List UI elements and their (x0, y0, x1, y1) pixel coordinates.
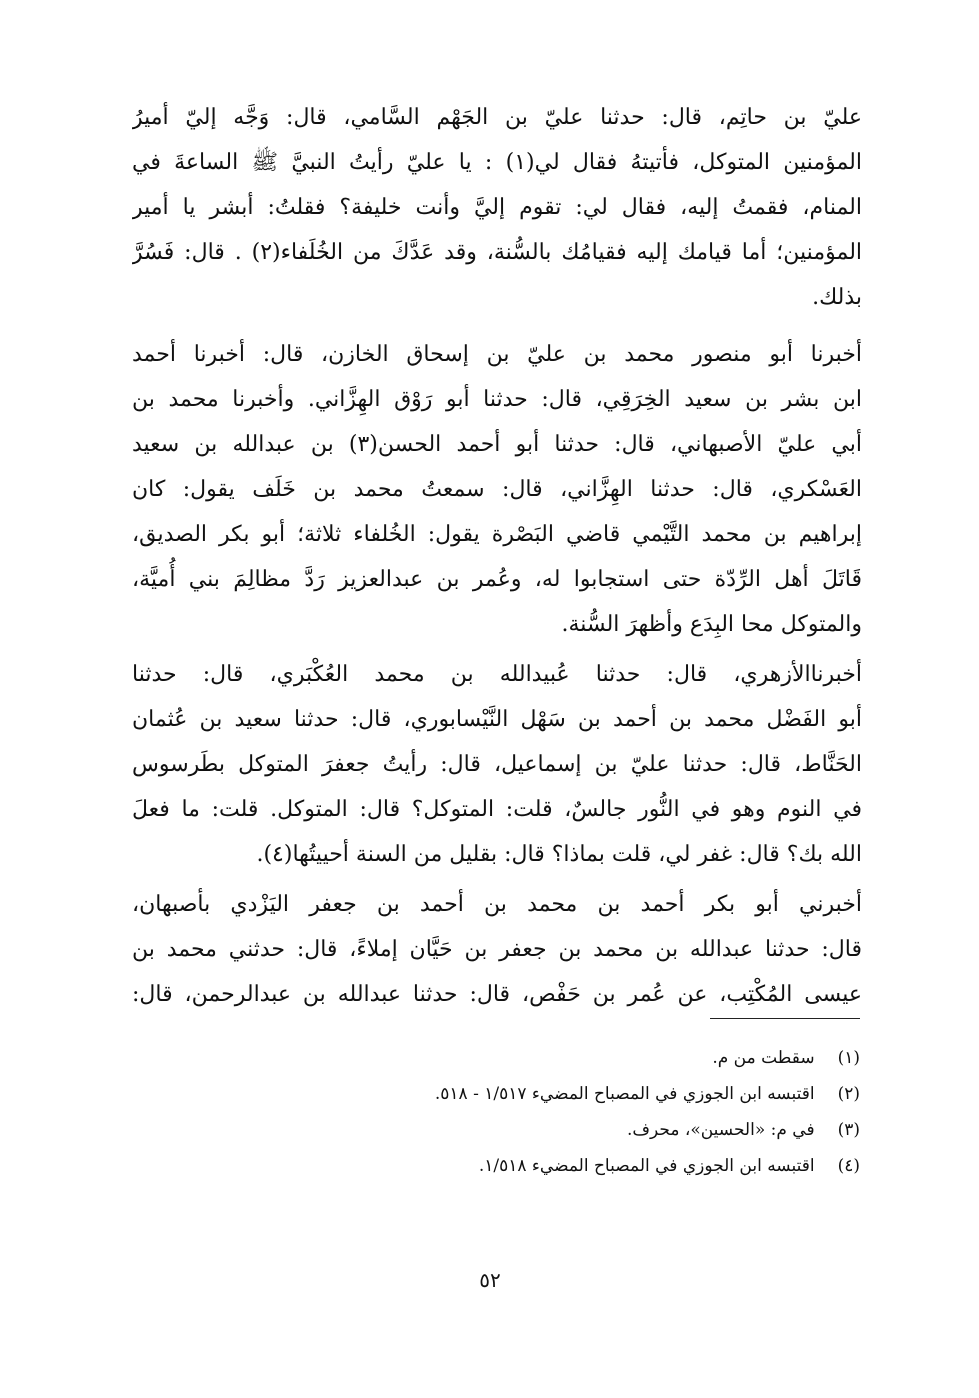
text-line: ابن بشر بن سعيد الخِرَقِي، قال: حدثنا أبو رَوْق الهِزَّاني. وأخبرنا محمد بن (132, 387, 862, 412)
paragraph-1 (132, 95, 862, 320)
text-line: العَسْكري، قال: حدثنا الهِزَّاني، قال: سمعتُ محمد بن خَلَف يقول: كان (132, 477, 862, 502)
footnote-number: (٣) (837, 1120, 860, 1140)
footnote-text: سقطت من م. (712, 1048, 815, 1068)
text-line: إبراهيم بن محمد التَّيْمي قاضي البَصْرة يقول: الخُلفاء ثلاثة؛ أبو بكر الصديق، (132, 522, 862, 547)
footnote-text: اقتبسه ابن الجوزي في المصباح المضيء ١/٥١٧ - ٥١٨. (434, 1084, 815, 1104)
paragraph-4 (132, 882, 862, 1017)
text-line: والمتوكل محا البِدَع وأظهرَ السُّنة. (561, 612, 862, 637)
text-line: أخبرنا أبو منصور محمد بن عليّ بن إسحاق الخازن، قال: أخبرنا أحمد (132, 342, 862, 367)
text-line: أخبرناالأزهري، قال: حدثنا عُبيدالله بن محمد العُكْبَري، قال: حدثنا (132, 662, 862, 687)
text-line: المؤمنين المتوكل، فأتيتهُ فقال لي(١) : يا عليّ رأيتُ النبيَّ ﷺ الساعةَ في (132, 150, 862, 175)
text-line: أبو الفَضْل محمد بن أحمد بن سَهْل النَّيْسابوري، قال: حدثنا سعيد بن عُثمان (132, 707, 862, 732)
footnote-item (330, 1076, 860, 1112)
footnote-separator (710, 1018, 860, 1019)
text-line: المنام، فقمتُ إليه، فقال لي: تقوم إليَّ وأنت خليفة؟ فقلتُ: أبشر يا أمير (132, 195, 862, 220)
footnote-number: (٤) (837, 1156, 860, 1176)
footnote-text: في م: «الحسين»، محرف. (626, 1120, 815, 1140)
text-line: عيسى المُكْتِب، عن عُمر بن حَفْص، قال: حدثنا عبدالله بن عبدالرحمن، قال: (132, 982, 862, 1007)
footnotes (330, 1040, 860, 1184)
text-line: قَاتَلَ أهل الرِّدّة حتى استجابوا له، وعُمر بن عبدالعزيز رَدَّ مظالِمَ بني أُميَّة، (132, 567, 862, 592)
page-number: ٥٢ (479, 1268, 501, 1292)
text-line: المؤمنين؛ أما قيامك إليه فقيامُك بالسُّنة، وقد عَدَّكَ من الخُلَفاء(٢) . قال: فَسُرَّ (132, 240, 862, 265)
paragraph-2 (132, 332, 862, 647)
text-line: عليّ بن حاتِم، قال: حدثنا عليّ بن الجَهْم السَّامي، قال: وَجَّه إليّ أميرُ (132, 105, 862, 130)
text-line: الله بك؟ قال: غفر لي، قلت بماذا؟ قال: بقليل من السنة أحييتُها(٤). (256, 842, 862, 867)
footnote-text: اقتبسه ابن الجوزي في المصباح المضيء ١/٥١٨. (478, 1156, 815, 1176)
footnote-item (330, 1040, 860, 1076)
footnote-item (330, 1112, 860, 1148)
footnote-item (330, 1148, 860, 1184)
text-line: أخبرني أبو بكر أحمد بن محمد بن أحمد بن جعفر اليَزْدي بأصبهان، (132, 892, 862, 917)
text-line: قال: حدثنا عبدالله بن محمد بن جعفر بن حَيَّان إملاءً، قال: حدثني محمد بن (132, 937, 862, 962)
text-line: بذلك. (812, 285, 862, 310)
text-line: الحَنَّاط، قال: حدثنا عليّ بن إسماعيل، قال: رأيتُ جعفرَ المتوكل بطَرسوس (132, 752, 862, 777)
text-line: في النوم وهو في النُّور جالسٌ، قلت: المتوكل؟ قال: المتوكل. قلت: ما فعلَ (132, 797, 862, 822)
paragraph-3 (132, 652, 862, 877)
footnote-number: (١) (837, 1048, 860, 1068)
text-line: أبي عليّ الأصبهاني، قال: حدثنا أبو أحمد الحسن(٣) بن عبدالله بن سعيد (132, 432, 862, 457)
footnote-number: (٢) (837, 1084, 860, 1104)
